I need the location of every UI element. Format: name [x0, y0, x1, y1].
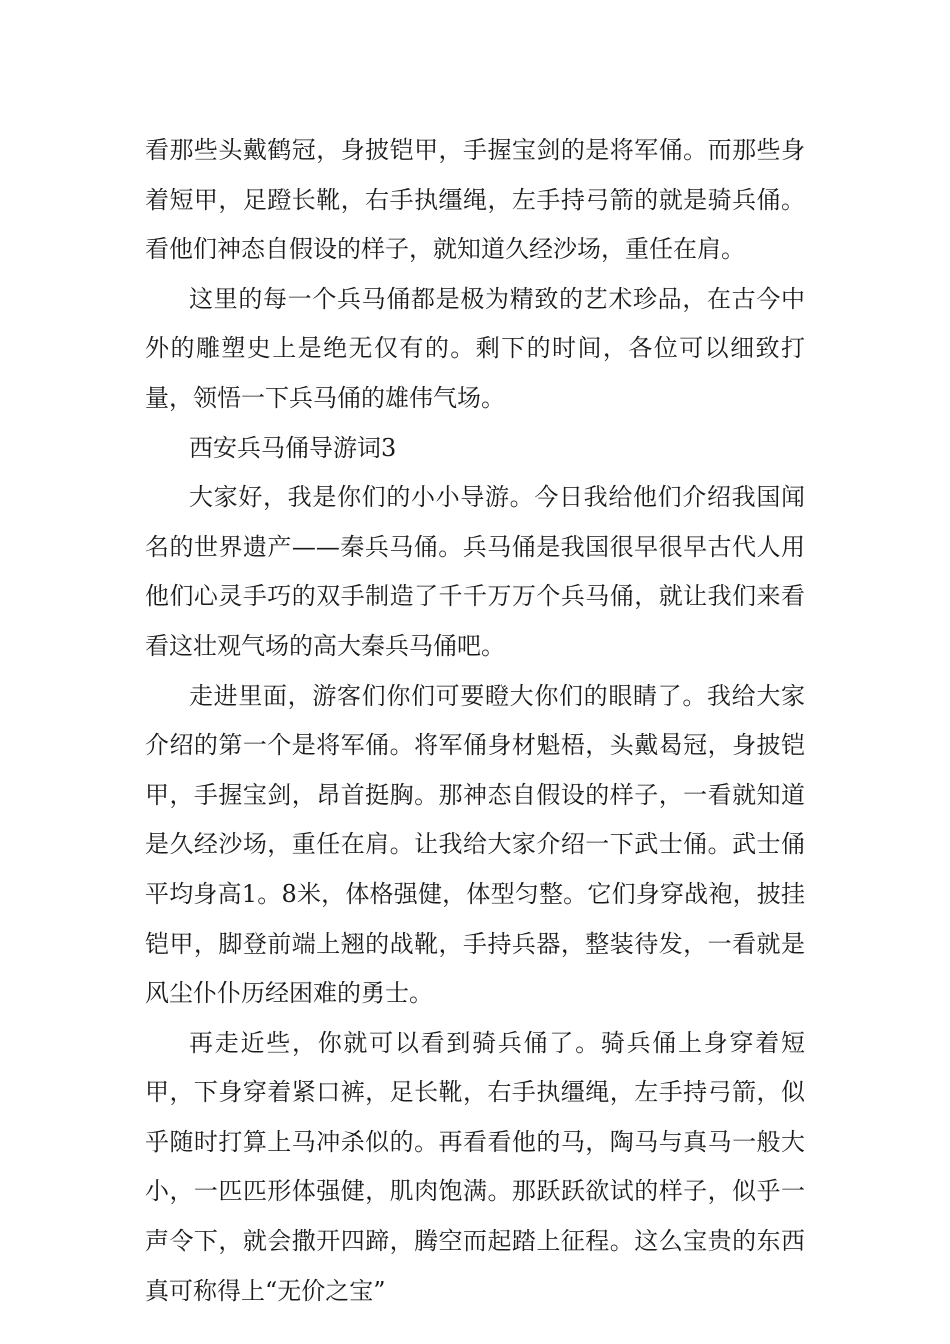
section-heading: 西安兵马俑导游词3: [189, 433, 397, 462]
paragraph: 这里的每一个兵马俑都是极为精致的艺术珍品，在古今中外的雕塑史上是绝无仅有的。剩下的时间，各位可以细致打量，领悟一下兵马俑的雄伟气场。: [145, 284, 805, 412]
paragraph: 再走近些，你就可以看到骑兵俑了。骑兵俑上身穿着短甲，下身穿着紧口裤，足长靴，右手执缰绳，左手持弓箭，似乎随时打算上马冲杀似的。再看看他的马，陶马与真马一般大小，一匹匹形体强健，肌肉饱满。那跃跃欲试的样子，似乎一声令下，就会撒开四蹄，腾空而起踏上征程。这么宝贵的东西真可称得上“无价之宝”: [145, 1028, 805, 1305]
paragraph-continued: 看那些头戴鹤冠，身披铠甲，手握宝剑的是将军俑。而那些身着短甲，足蹬长靴，右手执缰绳，左手持弓箭的就是骑兵俑。看他们神态自假设的样子，就知道久经沙场，重任在肩。: [145, 136, 805, 264]
paragraph: 走进里面，游客们你们可要瞪大你们的眼睛了。我给大家介绍的第一个是将军俑。将军俑身材魁梧，头戴曷冠，身披铠甲，手握宝剑，昂首挺胸。那神态自假设的样子，一看就知道是久经沙场，重任在肩。让我给大家介绍一下武士俑。武士俑平均身高1。8米，体格强健，体型匀整。它们身穿战袍，披挂铠甲，脚登前端上翘的战靴，手持兵器，整装待发，一看就是风尘仆仆历经困难的勇士。: [145, 681, 805, 1008]
paragraph: 大家好，我是你们的小小导游。今日我给他们介绍我国闻名的世界遗产——秦兵马俑。兵马俑是我国很早很早古代人用他们心灵手巧的双手制造了千千万万个兵马俑，就让我们来看看这壮观气场的高大秦兵马俑吧。: [145, 483, 805, 660]
document-body: [145, 126, 805, 1316]
